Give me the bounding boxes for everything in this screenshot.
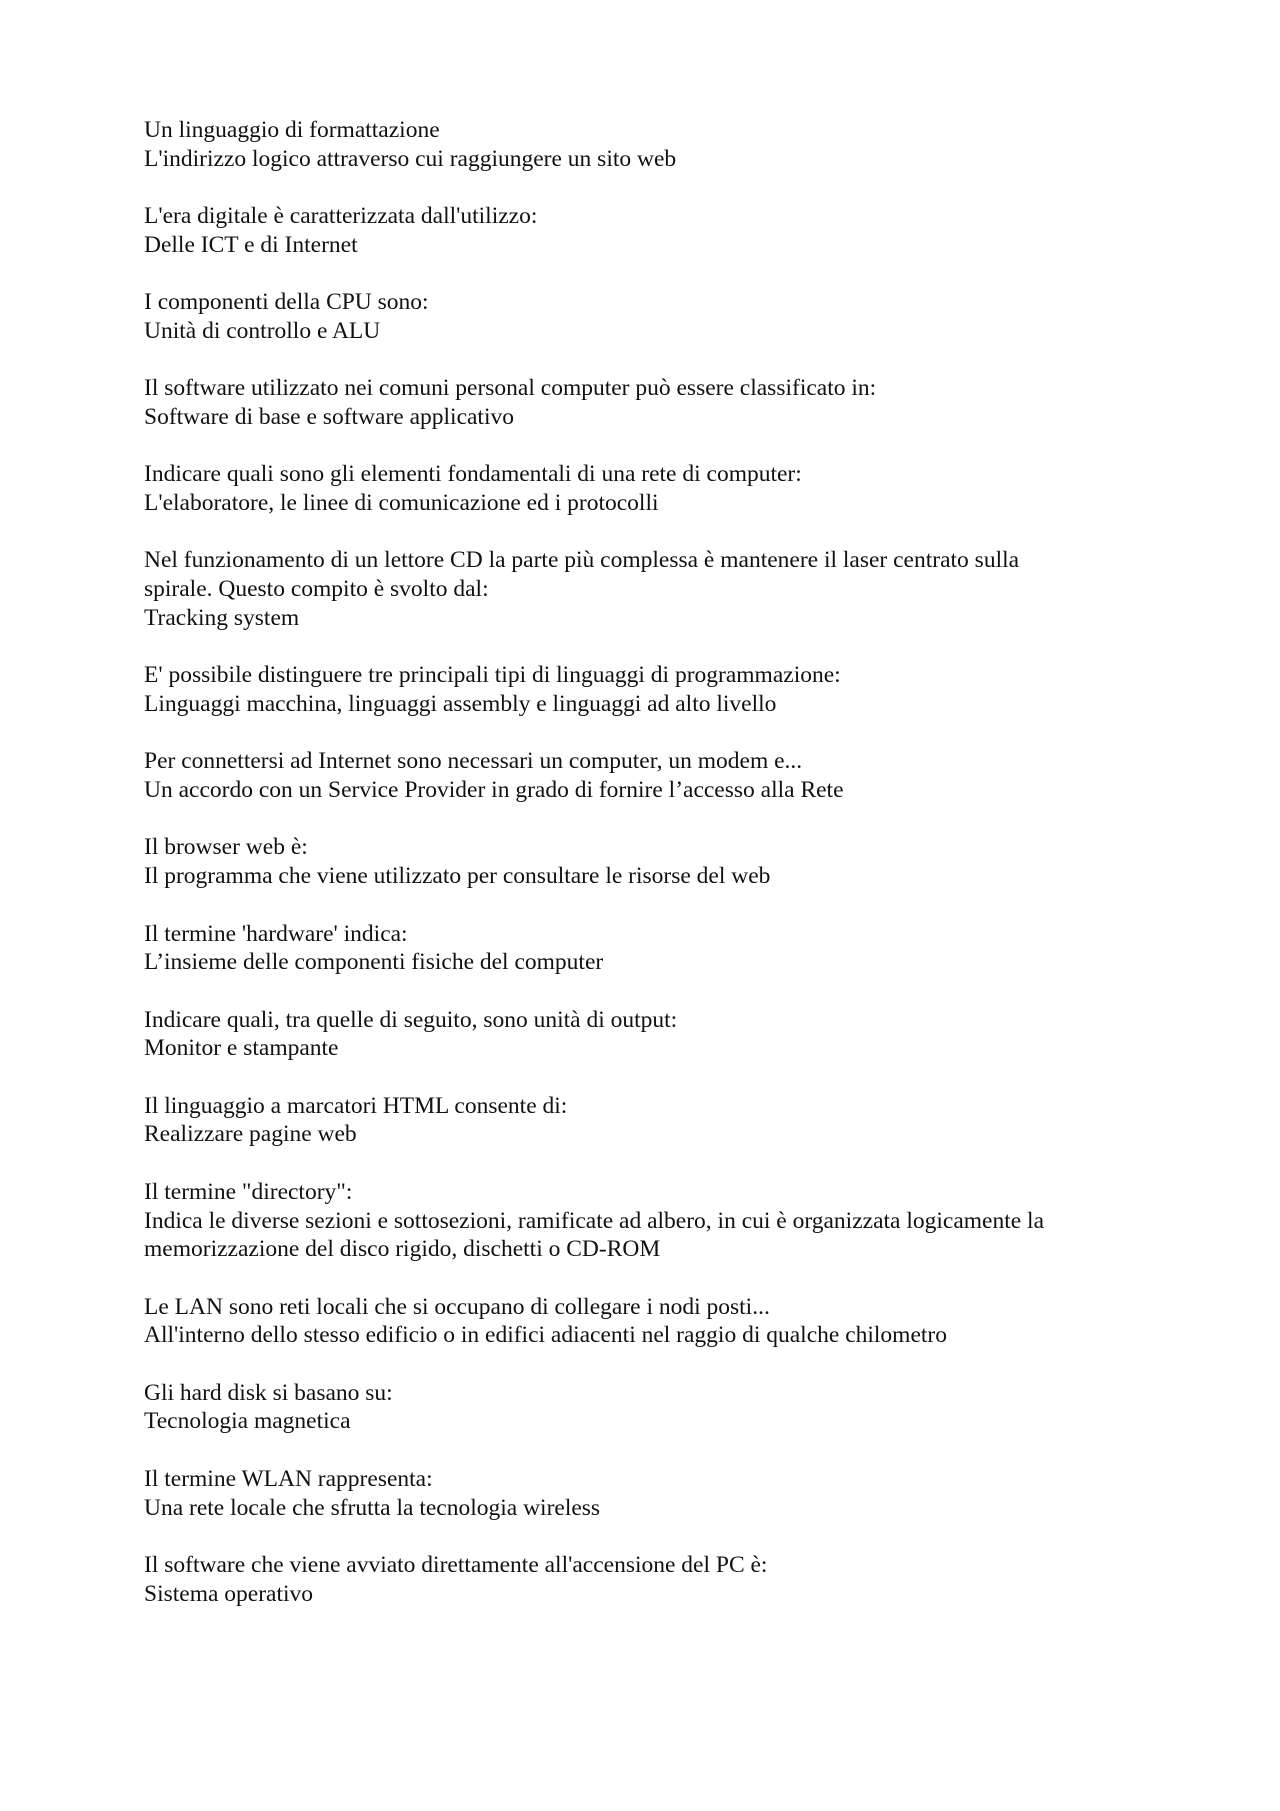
qa-block bbox=[144, 1178, 1104, 1264]
text-line: Il termine "directory": bbox=[144, 1178, 353, 1205]
text-line: Il software che viene avviato direttamente all'accensione del PC è: bbox=[144, 1551, 768, 1578]
qa-block bbox=[144, 661, 1104, 718]
qa-block bbox=[144, 1006, 1104, 1063]
text-line: Il linguaggio a marcatori HTML consente di: bbox=[144, 1092, 568, 1119]
text-line: Il termine WLAN rappresenta: bbox=[144, 1465, 433, 1492]
text-line: Nel funzionamento di un lettore CD la parte più complessa è mantenere il laser centrato sulla bbox=[144, 547, 1020, 574]
text-line: Linguaggi macchina, linguaggi assembly e linguaggi ad alto livello bbox=[144, 690, 777, 717]
text-line: Realizzare pagine web bbox=[144, 1121, 357, 1148]
text-line: Unità di controllo e ALU bbox=[144, 317, 381, 344]
qa-block bbox=[144, 747, 1104, 804]
text-line: Le LAN sono reti locali che si occupano di collegare i nodi posti... bbox=[144, 1293, 770, 1320]
qa-block bbox=[144, 1293, 1104, 1350]
text-line: spirale. Questo compito è svolto dal: bbox=[144, 576, 489, 603]
document-body bbox=[144, 116, 1104, 1637]
text-line: L’insieme delle componenti fisiche del computer bbox=[144, 949, 604, 976]
qa-block bbox=[144, 374, 1104, 431]
text-line: Il programma che viene utilizzato per consultare le risorse del web bbox=[144, 863, 771, 890]
text-line: Monitor e stampante bbox=[144, 1035, 339, 1062]
text-line: Software di base e software applicativo bbox=[144, 403, 514, 430]
text-line: L'elaboratore, le linee di comunicazione ed i protocolli bbox=[144, 490, 659, 517]
text-line: Indicare quali sono gli elementi fondamentali di una rete di computer: bbox=[144, 461, 802, 488]
qa-block bbox=[144, 1551, 1104, 1608]
qa-block bbox=[144, 920, 1104, 977]
text-line: All'interno dello stesso edificio o in edifici adiacenti nel raggio di qualche chilometro bbox=[144, 1322, 947, 1349]
text-line: Per connettersi ad Internet sono necessari un computer, un modem e... bbox=[144, 748, 803, 775]
text-line: Il browser web è: bbox=[144, 834, 308, 861]
text-line: L'era digitale è caratterizzata dall'utilizzo: bbox=[144, 203, 538, 230]
text-line: Tecnologia magnetica bbox=[144, 1408, 351, 1435]
qa-block bbox=[144, 460, 1104, 517]
text-line: Indica le diverse sezioni e sottosezioni, ramificate ad albero, in cui è organizzata logicamente la bbox=[144, 1207, 1045, 1234]
text-line: Gli hard disk si basano su: bbox=[144, 1379, 393, 1406]
qa-block bbox=[144, 1465, 1104, 1522]
text-line: Il termine 'hardware' indica: bbox=[144, 920, 408, 947]
text-line: Delle ICT e di Internet bbox=[144, 231, 358, 258]
qa-block bbox=[144, 1092, 1104, 1149]
text-line: L'indirizzo logico attraverso cui raggiungere un sito web bbox=[144, 145, 677, 172]
text-line: Una rete locale che sfrutta la tecnologia wireless bbox=[144, 1494, 601, 1521]
text-line: I componenti della CPU sono: bbox=[144, 289, 429, 316]
qa-block bbox=[144, 116, 1104, 173]
qa-block bbox=[144, 202, 1104, 259]
qa-block bbox=[144, 546, 1104, 632]
text-line: Un accordo con un Service Provider in grado di fornire l’accesso alla Rete bbox=[144, 777, 844, 804]
text-line: memorizzazione del disco rigido, dischetti o CD-ROM bbox=[144, 1236, 661, 1263]
qa-block bbox=[144, 288, 1104, 345]
qa-block bbox=[144, 1379, 1104, 1436]
text-line: Indicare quali, tra quelle di seguito, sono unità di output: bbox=[144, 1006, 678, 1033]
text-line: Sistema operativo bbox=[144, 1580, 314, 1607]
qa-block bbox=[144, 833, 1104, 890]
text-line: E' possibile distinguere tre principali tipi di linguaggi di programmazione: bbox=[144, 662, 841, 689]
text-line: Il software utilizzato nei comuni personal computer può essere classificato in: bbox=[144, 375, 877, 402]
text-line: Un linguaggio di formattazione bbox=[144, 117, 440, 143]
text-line: Tracking system bbox=[144, 604, 300, 631]
